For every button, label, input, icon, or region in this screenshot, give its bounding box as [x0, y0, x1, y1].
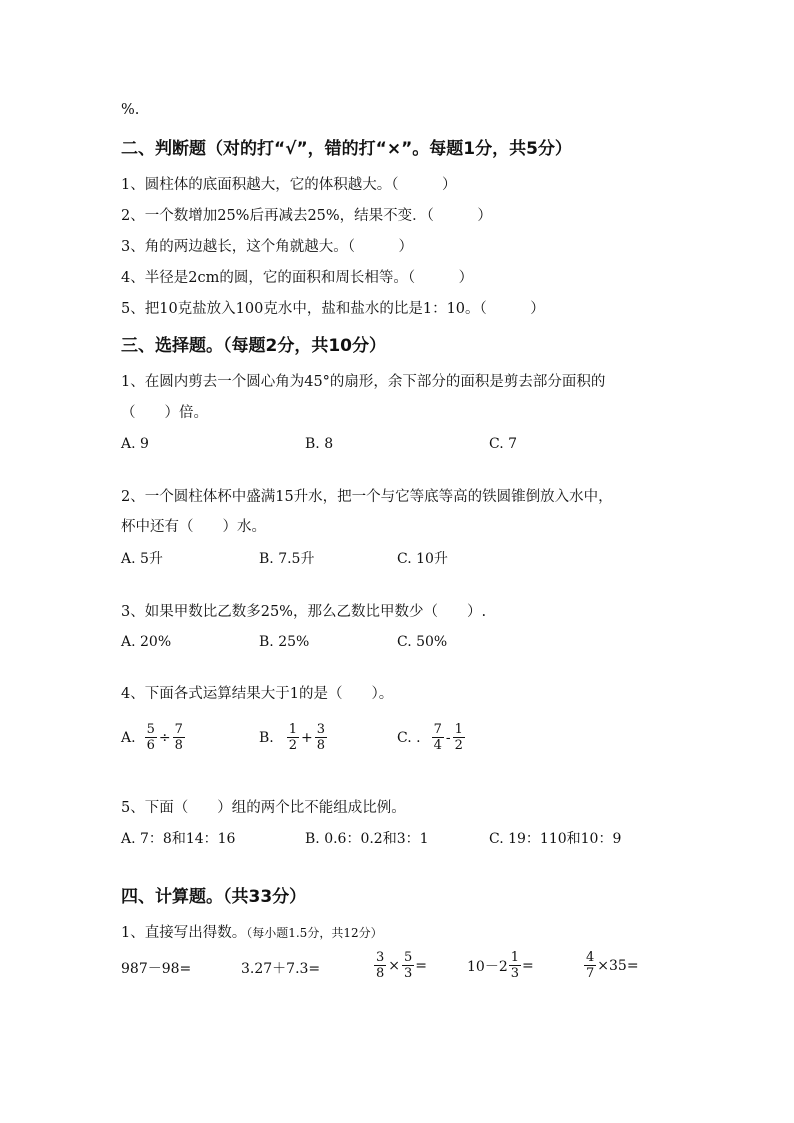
- choice-q2-option-a: A. 5升: [121, 551, 163, 567]
- option-label: B.: [259, 729, 274, 746]
- choice-q2-line2: 杯中还有（ ）水。: [121, 519, 266, 535]
- fraction: $\frac{3}{8}$: [376, 950, 385, 981]
- calc-item-3: [373, 950, 427, 981]
- choice-q1-option-b: B. 8: [305, 436, 334, 452]
- fraction: $\frac{1}{2}$: [454, 722, 463, 753]
- calc-item-1: 987－98=: [121, 961, 192, 977]
- choice-q3-line1: 3、如果甲数比乙数多25%，那么乙数比甲数少（ ）.: [121, 604, 487, 620]
- fraction: $\frac{1}{2}$: [288, 722, 298, 753]
- choice-q5-line1: 5、下面（ ）组的两个比不能组成比例。: [121, 800, 406, 816]
- fraction: $\frac{7}{8}$: [174, 722, 183, 753]
- choice-q5-option-b: B. 0.6：0.2和3：1: [305, 831, 429, 847]
- calc-q1-note: （每小题1.5分，共12分）: [246, 926, 383, 940]
- operator: ÷: [158, 729, 171, 746]
- choice-q2-line1: 2、一个圆柱体杯中盛满15升水，把一个与它等底等高的铁圆锥倒放入水中，: [121, 489, 613, 505]
- section4-heading: 四、计算题。（共33分）: [121, 887, 307, 907]
- choice-q1-option-c: C. 7: [489, 436, 518, 452]
- judge-item-2: 2、一个数增加25%后再减去25%，结果不变．（ ）: [121, 208, 492, 224]
- option-label: C. .: [397, 729, 421, 746]
- choice-q1-line1: 1、在圆内剪去一个圆心角为45°的扇形，余下部分的面积是剪去部分面积的: [121, 374, 606, 390]
- calc-item-4: 10－2 $\frac{1}{3}$ =: [467, 950, 534, 981]
- choice-q2-option-c: C. 10升: [397, 551, 448, 567]
- operator: ×: [388, 957, 401, 974]
- choice-q4-option-c: [397, 722, 466, 753]
- fraction: $\frac{1}{3}$: [510, 950, 520, 981]
- fraction: $\frac{7}{4}$: [433, 722, 442, 753]
- top-fragment: %.: [121, 102, 140, 118]
- calc-item-2: 3.27＋7.3=: [241, 961, 321, 977]
- choice-q4-option-a: [121, 722, 186, 753]
- fraction: $\frac{3}{8}$: [316, 722, 326, 753]
- choice-q3-option-a: A. 20%: [121, 634, 172, 650]
- equals: =: [522, 957, 534, 974]
- calc-item-5: $\frac{4}{7}$ ×35=: [586, 950, 639, 981]
- fraction: $\frac{5}{3}$: [404, 950, 413, 981]
- choice-q3-option-b: B. 25%: [259, 634, 310, 650]
- operator: -: [445, 729, 451, 746]
- judge-item-1: 1、圆柱体的底面积越大，它的体积越大。（ ）: [121, 177, 457, 193]
- choice-q1-option-a: A. 9: [121, 436, 149, 452]
- equals: =: [415, 957, 428, 974]
- operator: +: [301, 729, 313, 746]
- choice-q1-line2: （ ）倍。: [121, 405, 208, 421]
- judge-item-4: 4、半径是2cm的圆，它的面积和周长相等。（ ）: [121, 270, 474, 286]
- option-label: A.: [121, 729, 136, 746]
- choice-q5-option-a: A. 7：8和14：16: [121, 831, 236, 847]
- choice-q4-line1: 4、下面各式运算结果大于1的是（ ）。: [121, 686, 394, 702]
- choice-q4-option-b: [259, 722, 328, 753]
- choice-q3-option-c: C. 50%: [397, 634, 448, 650]
- choice-q2-option-b: B. 7.5升: [259, 551, 315, 567]
- judge-item-3: 3、角的两边越长，这个角就越大。（ ）: [121, 239, 413, 255]
- fraction: $\frac{5}{6}$: [146, 722, 155, 753]
- calc-q1-title: 1、直接写出得数。（每小题1.5分，共12分）: [121, 925, 383, 941]
- fraction: $\frac{4}{7}$: [586, 950, 595, 981]
- section3-heading: 三、选择题。（每题2分，共10分）: [121, 336, 386, 356]
- choice-q5-option-c: C. 19：110和10：9: [489, 831, 622, 847]
- section2-heading: 二、判断题（对的打“√”，错的打“×”。每题1分，共5分）: [121, 139, 572, 159]
- judge-item-5: 5、把10克盐放入100克水中，盐和盐水的比是1：10。（ ）: [121, 301, 545, 317]
